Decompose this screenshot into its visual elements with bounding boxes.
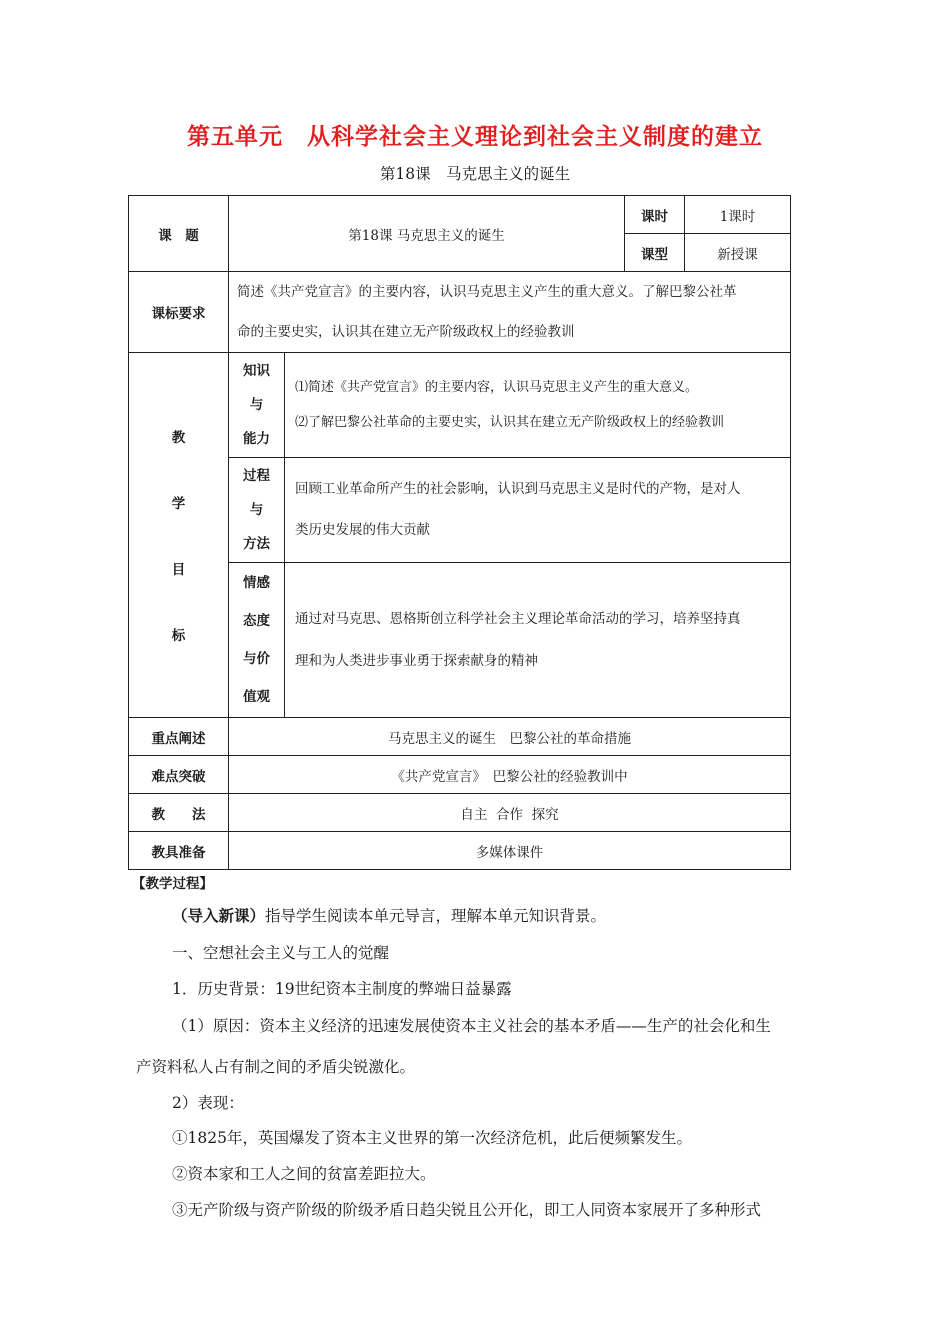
label-part: 与	[249, 397, 264, 413]
type-value: 新授课	[685, 234, 791, 272]
page-title: 第五单元 从科学社会主义理论到社会主义制度的建立	[187, 124, 763, 150]
label-part: 方法	[243, 536, 270, 552]
label-part: 态度	[243, 613, 270, 629]
knowledge-line: ⑴简述《共产党宣言》的主要内容，认识马克思主义产生的重大意义。	[295, 380, 699, 395]
label-part: 能力	[243, 431, 270, 447]
knowledge-line: ⑵了解巴黎公社革命的主要史实，认识其在建立无产阶级政权上的经验教训	[295, 415, 725, 430]
difficult-value: 《共产党宣言》 巴黎公社的经验教训中	[229, 756, 791, 794]
manifest-heading: 2）表现：	[172, 1094, 244, 1112]
method-value: 自主 合作 探究	[229, 794, 791, 832]
lesson-plan-table	[128, 195, 791, 870]
difficult-label: 难点突破	[129, 756, 229, 794]
topic-value: 第18课 马克思主义的诞生	[229, 196, 625, 272]
key-value: 马克思主义的诞生 巴黎公社的革命措施	[229, 718, 791, 756]
process-line: 回顾工业革命所产生的社会影响，认识到马克思主义是时代的产物，是对人	[295, 481, 741, 497]
goals-char: 标	[171, 628, 186, 644]
goals-char: 目	[171, 562, 186, 578]
lesson-subtitle: 第18课 马克思主义的诞生	[379, 165, 571, 183]
emotion-line: 通过对马克思、恩格斯创立科学社会主义理论革命活动的学习，培养坚持真	[295, 611, 741, 627]
knowledge-text	[285, 353, 791, 458]
cause-line: 产资料私人占有制之间的矛盾尖锐激化。	[136, 1058, 416, 1076]
label-part: 过程	[243, 468, 270, 484]
intro-tag: （导入新课）	[172, 907, 266, 925]
cause-line: （1）原因：资本主义经济的迅速发展使资本主义社会的基本矛盾——生产的社会化和生	[172, 1017, 771, 1035]
manifest-item: ③无产阶级与资产阶级的阶级矛盾日趋尖锐且公开化，即工人同资本家展开了多种形式	[172, 1201, 762, 1219]
process-label	[229, 458, 285, 563]
knowledge-label	[229, 353, 285, 458]
topic-label: 课 题	[129, 196, 229, 272]
standard-line: 简述《共产党宣言》的主要内容，认识马克思主义产生的重大意义。了解巴黎公社革	[237, 284, 737, 300]
tools-value: 多媒体课件	[229, 832, 791, 870]
standard-label: 课标要求	[129, 272, 229, 353]
label-part: 情感	[243, 575, 270, 591]
manifest-item: ①1825年，英国爆发了资本主义世界的第一次经济危机，此后便频繁发生。	[172, 1129, 692, 1147]
label-part: 知识	[243, 363, 270, 379]
hours-label: 课时	[625, 196, 685, 234]
background-item: 1．历史背景：19世纪资本主制度的弊端日益暴露	[172, 980, 512, 998]
standard-text	[229, 272, 791, 353]
process-text	[285, 458, 791, 563]
key-label: 重点阐述	[129, 718, 229, 756]
goals-label	[129, 353, 229, 718]
section-heading: 一、空想社会主义与工人的觉醒	[172, 944, 390, 962]
label-part: 值观	[243, 689, 270, 705]
intro-text: 指导学生阅读本单元导言，理解本单元知识背景。	[265, 907, 607, 925]
intro-paragraph	[172, 904, 606, 926]
process-heading: 【教学过程】	[132, 876, 213, 892]
type-label: 课型	[625, 234, 685, 272]
emotion-label	[229, 563, 285, 718]
method-label: 教 法	[129, 794, 229, 832]
goals-char: 教	[171, 430, 186, 446]
process-line: 类历史发展的伟大贡献	[295, 522, 430, 538]
goals-char: 学	[171, 496, 186, 512]
emotion-text	[285, 563, 791, 718]
hours-value: 1课时	[685, 196, 791, 234]
tools-label: 教具准备	[129, 832, 229, 870]
emotion-line: 理和为人类进步事业勇于探索献身的精神	[295, 653, 538, 669]
label-part: 与价	[243, 651, 270, 667]
label-part: 与	[249, 502, 264, 518]
standard-line: 命的主要史实，认识其在建立无产阶级政权上的经验教训	[237, 324, 575, 340]
manifest-item: ②资本家和工人之间的贫富差距拉大。	[172, 1165, 436, 1183]
